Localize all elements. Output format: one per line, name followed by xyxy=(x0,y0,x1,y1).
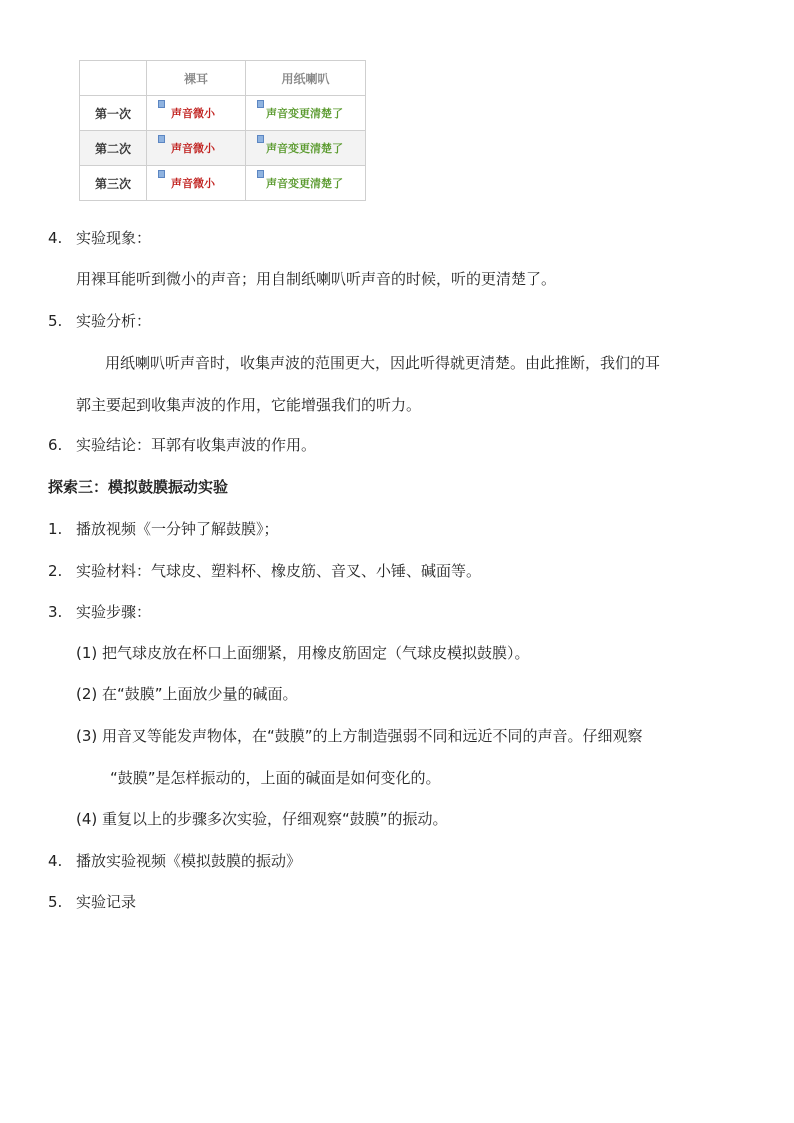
item-conclusion: 实验结论：耳郭有收集声波的作用。 xyxy=(76,436,317,454)
header-cell-paper-horn: 用纸喇叭 xyxy=(246,61,366,96)
comment-marker-icon xyxy=(158,135,165,143)
step-3-line1: (3) 用音叉等能发声物体，在“鼓膜”的上方制造强弱不同和远近不同的声音。仔细观察 xyxy=(76,727,643,745)
item-number: 4. xyxy=(48,852,63,870)
analysis-text-line2: 郭主要起到收集声波的作用，它能增强我们的听力。 xyxy=(76,396,422,414)
item-number: 4. xyxy=(48,229,63,247)
comment-marker-icon xyxy=(158,100,165,108)
bare-ear-cell xyxy=(147,131,246,166)
row-label: 第三次 xyxy=(80,166,147,201)
table-row xyxy=(80,166,366,201)
paper-horn-result: 声音变更清楚了 xyxy=(266,142,343,155)
step-2: (2) 在“鼓膜”上面放少量的碱面。 xyxy=(76,685,298,703)
item-number: 2. xyxy=(48,562,63,580)
item-number: 3. xyxy=(48,603,63,621)
comment-marker-icon xyxy=(257,100,264,108)
item-materials: 实验材料：气球皮、塑料杯、橡皮筋、音叉、小锤、碱面等。 xyxy=(76,562,482,580)
item-steps-title: 实验步骤： xyxy=(76,603,152,621)
table-row xyxy=(80,96,366,131)
item-play-video: 播放视频《一分钟了解鼓膜》； xyxy=(76,520,279,538)
analysis-text-line1: 用纸喇叭听声音时，收集声波的范围更大，因此听得就更清楚。由此推断，我们的耳 xyxy=(105,354,661,372)
table-row xyxy=(80,131,366,166)
item-number: 1. xyxy=(48,520,63,538)
row-label: 第一次 xyxy=(80,96,147,131)
bare-ear-result: 声音微小 xyxy=(171,142,215,155)
paper-horn-cell xyxy=(246,166,366,201)
row-label: 第二次 xyxy=(80,131,147,166)
item-play-experiment-video: 播放实验视频《模拟鼓膜的振动》 xyxy=(76,852,302,870)
bare-ear-result: 声音微小 xyxy=(171,177,215,190)
bare-ear-cell xyxy=(147,166,246,201)
item-title-phenomenon: 实验现象： xyxy=(76,229,152,247)
phenomenon-text: 用裸耳能听到微小的声音；用自制纸喇叭听声音的时候，听的更清楚了。 xyxy=(76,270,557,288)
paper-horn-cell xyxy=(246,131,366,166)
item-number: 6. xyxy=(48,436,63,454)
item-number: 5. xyxy=(48,893,63,911)
table-header-row xyxy=(80,61,366,96)
section-title: 探索三：模拟鼓膜振动实验 xyxy=(48,478,229,496)
item-title-analysis: 实验分析： xyxy=(76,312,152,330)
header-cell-bare-ear: 裸耳 xyxy=(147,61,246,96)
bare-ear-result: 声音微小 xyxy=(171,107,215,120)
step-1: (1) 把气球皮放在杯口上面绷紧，用橡皮筋固定（气球皮模拟鼓膜）。 xyxy=(76,644,530,662)
item-record: 实验记录 xyxy=(76,893,137,911)
paper-horn-cell xyxy=(246,96,366,131)
bare-ear-cell xyxy=(147,96,246,131)
record-table xyxy=(79,60,366,201)
paper-horn-result: 声音变更清楚了 xyxy=(266,177,343,190)
header-cell-empty xyxy=(80,61,147,96)
step-3-line2: “鼓膜”是怎样振动的，上面的碱面是如何变化的。 xyxy=(110,769,441,787)
comment-marker-icon xyxy=(257,170,264,178)
item-number: 5. xyxy=(48,312,63,330)
step-4: (4) 重复以上的步骤多次实验，仔细观察“鼓膜”的振动。 xyxy=(76,810,448,828)
comment-marker-icon xyxy=(257,135,264,143)
comment-marker-icon xyxy=(158,170,165,178)
paper-horn-result: 声音变更清楚了 xyxy=(266,107,343,120)
